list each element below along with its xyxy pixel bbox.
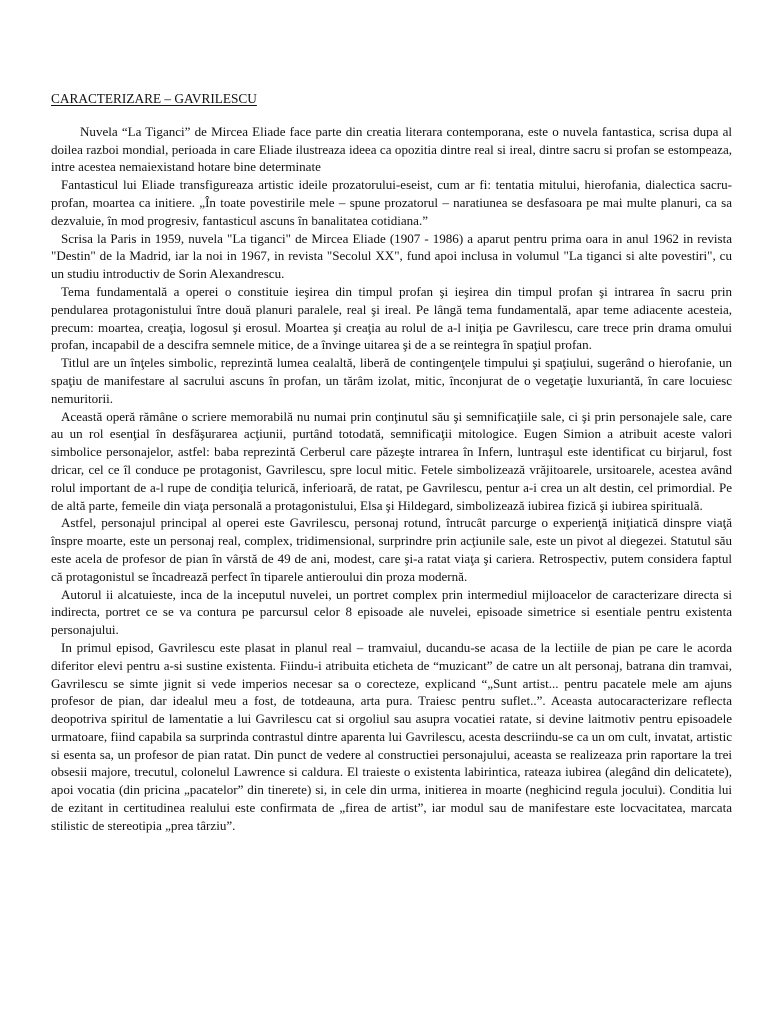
- paragraph-8: Autorul ii alcatuieste, inca de la inceputul nuvelei, un portret complex prin intermediul mijloacelor de caracterizare directa si indirecta, portret ce se va contura pe parcursul celor 8 episoade ale nuvelei, episoade simetrice si esentiale pentru existenta personajului.: [51, 586, 732, 638]
- paragraph-1: Nuvela “La Tiganci” de Mircea Eliade face parte din creatia literara contemporana, este o nuvela fantastica, scrisa dupa al doilea razboi mondial, perioada in care Eliade ilustreaza ideea ca opozitia dintre real si ireal, dintre sacru si profan se estompeaza, intre acestea nemaiexistand hotare bine determinate: [51, 123, 732, 175]
- document-body: [51, 90, 732, 835]
- paragraph-7: Astfel, personajul principal al operei este Gavrilescu, personaj rotund, întrucât parcurge o experienţă iniţiatică dinspre viaţă înspre moarte, este un personaj real, complex, tridimensional, surprindre prin acţiunile sale, este un pivot al diegezei. Statutul său este acela de profesor de pian în vârstă de 49 de ani, modest, care şi-a ratat viaţa şi cariera. Retrospectiv, putem considera faptul că protagonistul se încadrează perfect în tiparele antieroului din proza modernă.: [51, 515, 732, 584]
- paragraph-2: Fantasticul lui Eliade transfigureaza artistic ideile prozatorului-eseist, cum ar fi: tentatia mitului, hierofania, dialectica sacru-profan, moartea ca initiere. „În toate povestirile mele – spune prozatorul – naratiunea se desfasoara pe mai multe planuri, ca sa dezvaluie, în mod progresiv, fantasticul ascuns în banalitatea cotidiana.”: [51, 177, 732, 228]
- paragraph-4: Tema fundamentală a operei o constituie ieşirea din timpul profan şi ieşirea din timpul profan şi intrarea în sacru prin pendularea protagonistului între două planuri paralele, real şi ireal. Pe lângă tema fundamentală, apar teme adiacente acesteia, precum: moartea, creaţia, logosul şi erosul. Moartea şi creaţia au rolul de a-l iniţia pe Gavrilescu, care trece prin drama omului profan, incapabil de a descifra semnele mitice, de a învinge uitarea şi de a se reintegra în spaţiul profan.: [51, 283, 732, 353]
- document-title: CARACTERIZARE – GAVRILESCU: [51, 91, 257, 106]
- paragraph-3: Scrisa la Paris in 1959, nuvela "La tiganci" de Mircea Eliade (1907 - 1986) a aparut pentru prima oara in anul 1962 in revista "Destin" de la Madrid, iar la noi in 1967, in revista "Secolul XX", fund apoi inclusa in volumul "La tiganci si alte povestiri", cu un studiu introductiv de Sorin Alexandrescu.: [51, 230, 732, 282]
- paragraph-9: In primul episod, Gavrilescu este plasat in planul real – tramvaiul, ducandu-se acasa de la lectiile de pian pe care le acorda diferitor elevi pentru a-si sustine existenta. Fiindu-i atribuita eticheta de “muzicant” de catre un alt personaj, batrana din tramvai, Gavrilescu se simte jignit si vede imperios necesar sa o corecteze, explicand “„Sunt artist... pentru pacatele mele am ajuns profesor de pian, dar idealul meu a fost, de totdeauna, arta pura. Traiesc pentru suflet..”. Aceasta autocaracterizare reflecta deopotriva spiritul de lamentatie a lui Gavrilescu cat si orgoliul sau asupra vocatiei ratate, si devine laitmotiv pentru episoadele urmatoare, fiind capabila sa surprinda contrastul dintre aparenta lui Gavrilescu, acesta descriindu-se ca un om cult, invatat, artistic si esenta sa, un profesor de pian ratat. Din punct de vedere al constructiei personajului, aceasta se realizeaza prin raportare la trei obsesii majore, trecutul, colonelul Lawrence si caldura. El traieste o existenta labirintica, rateaza iubirea (alegând din delicatete), apoi vocatia (din pricina „pacatelor” din tinerete) si, in cele din urma, initierea in moarte (neghicind regula jocului). Conditia lui de ezitant in certitudinea realului este confirmata de „firea de artist”, iar modul sau de manifestare este locvacitatea, marcata stilistic de stereotipia „prea târziu”.: [51, 639, 732, 833]
- paragraph-6: Această operă rămâne o scriere memorabilă nu numai prin conţinutul său şi semnificaţiile sale, ci şi prin personajele sale, care au un rol esenţial în desfăşurarea acţiunii, purtând totodată, semnificaţii mitologice. Eugen Simion a atribuit aceste valori simbolice personajelor, astfel: baba reprezintă Cerberul care păzeşte intrarea în Infern, luntraşul este identificat cu birjarul, fost dricar, cel ce îl conduce pe protagonist, Gavrilescu, spre locul mitic. Fetele simbolizează vrăjitoarele, ursitoarele, acestea având rolul important de a-l rupe de condiţia telurică, inferioară, de ratat, pe Gavrilescu, pentur a-i crea un alt destin, cel primordial. Pe de altă parte, femeile din viaţa personală a protagonistului, Elsa şi Hildegard, simbolizează iubirea fizică şi iubirea spirituală.: [51, 408, 732, 513]
- paragraph-5: Titlul are un înţeles simbolic, reprezintă lumea cealaltă, liberă de contingenţele timpului şi spaţiului, sugerând o hierofanie, un spaţiu de manifestare al sacrului ascuns în profan, un tărâm izolat, mitic, înconjurat de o vegetaţie luxuriantă, în care locuiesc nemuritorii.: [51, 355, 732, 406]
